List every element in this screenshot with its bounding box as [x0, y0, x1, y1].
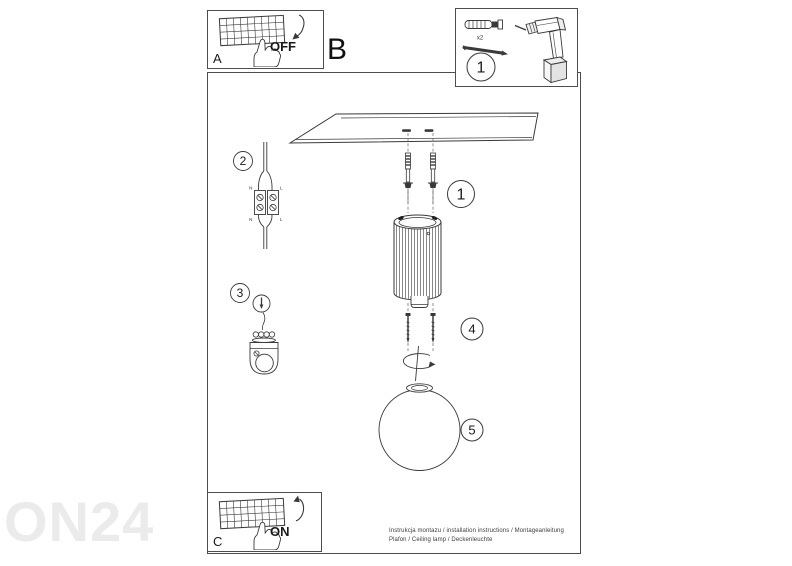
svg-text:1: 1 [476, 59, 486, 77]
panel-c-label: C [213, 534, 223, 549]
mounting-slot [402, 129, 411, 132]
watermark-logo: ON24 [4, 490, 155, 553]
fusebox-on-illustration [208, 493, 321, 550]
tools-parts-panel [455, 8, 578, 87]
step-1-badge [448, 181, 475, 208]
footer-line-1: Instrukcja montazu / installation instructions / Montageanleitung [389, 528, 564, 534]
svg-text:4: 4 [468, 321, 476, 337]
wire-label-l-top: L [280, 185, 283, 191]
lamp-holder-icon [231, 284, 279, 375]
off-label: OFF [270, 39, 296, 54]
arrow-down-icon [293, 15, 304, 40]
step-5-badge [461, 419, 483, 441]
glass-globe-icon [379, 384, 460, 471]
wire-label-n-top: N [249, 185, 253, 191]
step-c-panel [207, 492, 322, 552]
wire-label-n-bottom: N [249, 217, 253, 222]
fusebox-off-illustration [208, 11, 323, 67]
lamp-body-icon [394, 215, 441, 308]
mounting-slot [425, 129, 434, 132]
wire-label-l-bottom: L [280, 217, 283, 222]
drill-icon [515, 18, 567, 83]
mounting-screws-icon [403, 153, 438, 204]
lamp-socket [411, 296, 428, 308]
ceiling-panel [290, 113, 538, 143]
rotation-arrow-icon [403, 346, 435, 381]
screwdriver-icon [253, 295, 270, 312]
terminal-block-icon [234, 142, 284, 249]
svg-text:2: 2 [239, 154, 247, 168]
qty-label: x2 [476, 35, 484, 42]
arrow-up-icon [294, 496, 304, 522]
footer-line-2: Plafon / Ceiling lamp / Deckenleuchte [389, 536, 493, 543]
step-1-parts-badge [467, 53, 495, 81]
wall-anchor-icon [465, 20, 503, 29]
on-label: ON [270, 524, 290, 539]
assembly-diagram [207, 72, 580, 552]
panel-a-label: A [213, 51, 222, 66]
grub-screws-icon [406, 313, 436, 343]
step-4-badge [461, 318, 483, 340]
svg-text:1: 1 [456, 186, 466, 204]
step-a-panel [207, 10, 324, 69]
svg-text:3: 3 [236, 286, 244, 300]
svg-text:5: 5 [468, 422, 476, 438]
panel-b-label: B [327, 33, 348, 66]
